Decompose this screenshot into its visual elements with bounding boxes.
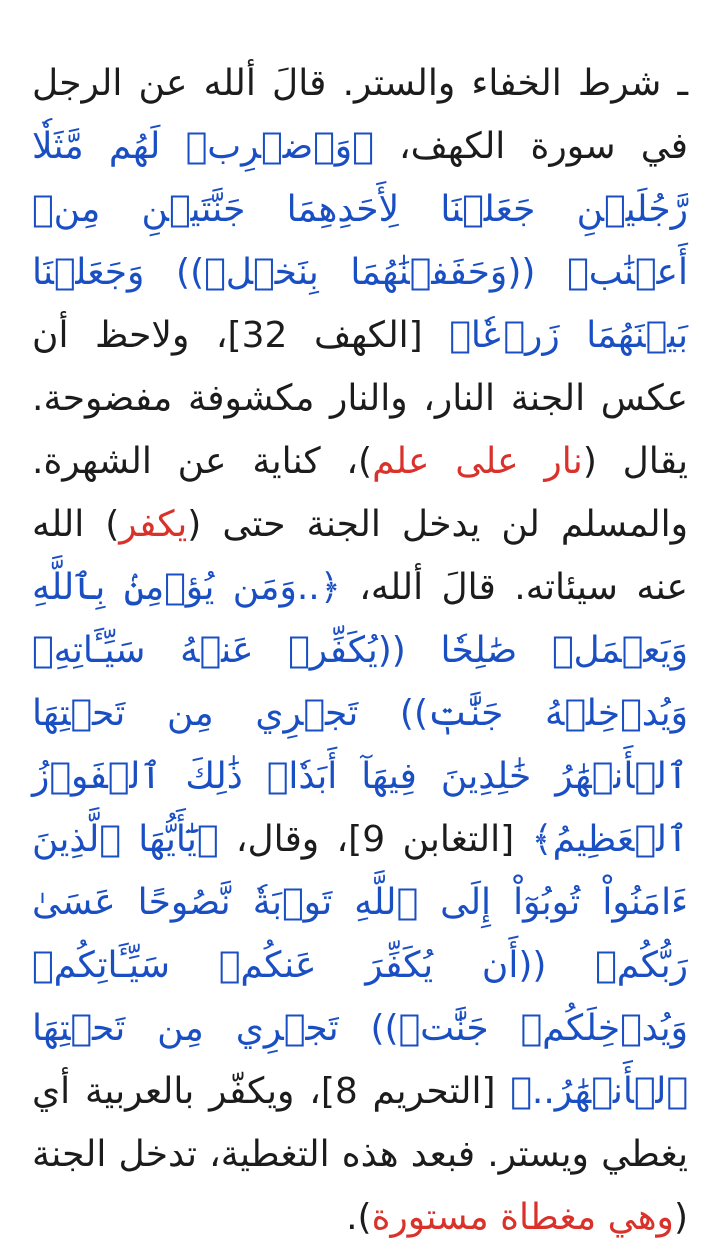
body-text: [التغابن 9]، وقال، [218, 819, 532, 860]
highlighted-phrase: وهي مغطاة مستورة [371, 1197, 674, 1238]
highlighted-word: يكفر [119, 504, 188, 545]
quran-verse-kahf: ﴿وَٱضۡرِبۡ لَهُم مَّثَلٗا رَّجُلَيۡنِ جَعَلۡنَا لِأَحَدِهِمَا جَنَّتَيۡنِ مِنۡ أَعۡنَٰبٖ ((وَحَفَفۡنَٰهُمَا بِنَخۡلٖ)) وَجَعَلۡنَا بَيۡنَهُمَا زَرۡعٗا﴾ [32, 126, 688, 356]
quran-verse-tahrim: ﴿يَٰٓأَيُّهَا ٱلَّذِينَ ءَامَنُواْ تُوبُوٓاْ إِلَى ٱللَّهِ تَوۡبَةٗ نَّصُوحًا عَسَىٰ رَبُّكُمۡ ((أَن يُكَفِّرَ عَنكُمۡ سَيِّـَٔاتِكُمۡ وَيُدۡخِلَكُمۡ جَنَّٰتٖ)) تَجۡرِي مِن تَحۡتِهَا ٱلۡأَنۡهَٰرُ..﴾ [32, 819, 688, 1112]
article-paragraph [32, 52, 688, 1249]
body-text: ـ شرط الخفاء والستر. قالَ ألله عن الرجل في سورة الكهف، [32, 63, 689, 167]
body-text: ) الله عنه سيئاته. قالَ ألله، [32, 504, 688, 608]
body-text: [الكهف 32]، ولاحظ أن عكس الجنة النار، والنار مكشوفة مفضوحة. يقال ( [32, 315, 689, 482]
quran-verse-taghabun: ﴿..وَمَن يُؤۡمِنۢ بِٱللَّهِ وَيَعۡمَلۡ صَٰلِحٗا ((يُكَفِّرۡ عَنۡهُ سَيِّـَٔاتِهِۦ وَيُدۡخِلۡهُ جَنَّٰتٖ)) تَجۡرِي مِن تَحۡتِهَا ٱلۡأَنۡهَٰرُ خَٰلِدِينَ فِيهَآ أَبَدٗاۚ ذَٰلِكَ ٱلۡفَوۡزُ ٱلۡعَظِيمُ﴾ [32, 567, 689, 860]
body-text: [التحريم 8]، ويكفّر بالعربية أي يغطي ويستر. فبعد هذه التغطية، تدخل الجنة ( [32, 1071, 688, 1238]
body-text: )، كناية عن الشهرة. والمسلم لن يدخل الجنة حتى ( [32, 441, 688, 545]
highlighted-phrase: نار على علم [372, 441, 583, 482]
body-text: ). [346, 1197, 372, 1238]
